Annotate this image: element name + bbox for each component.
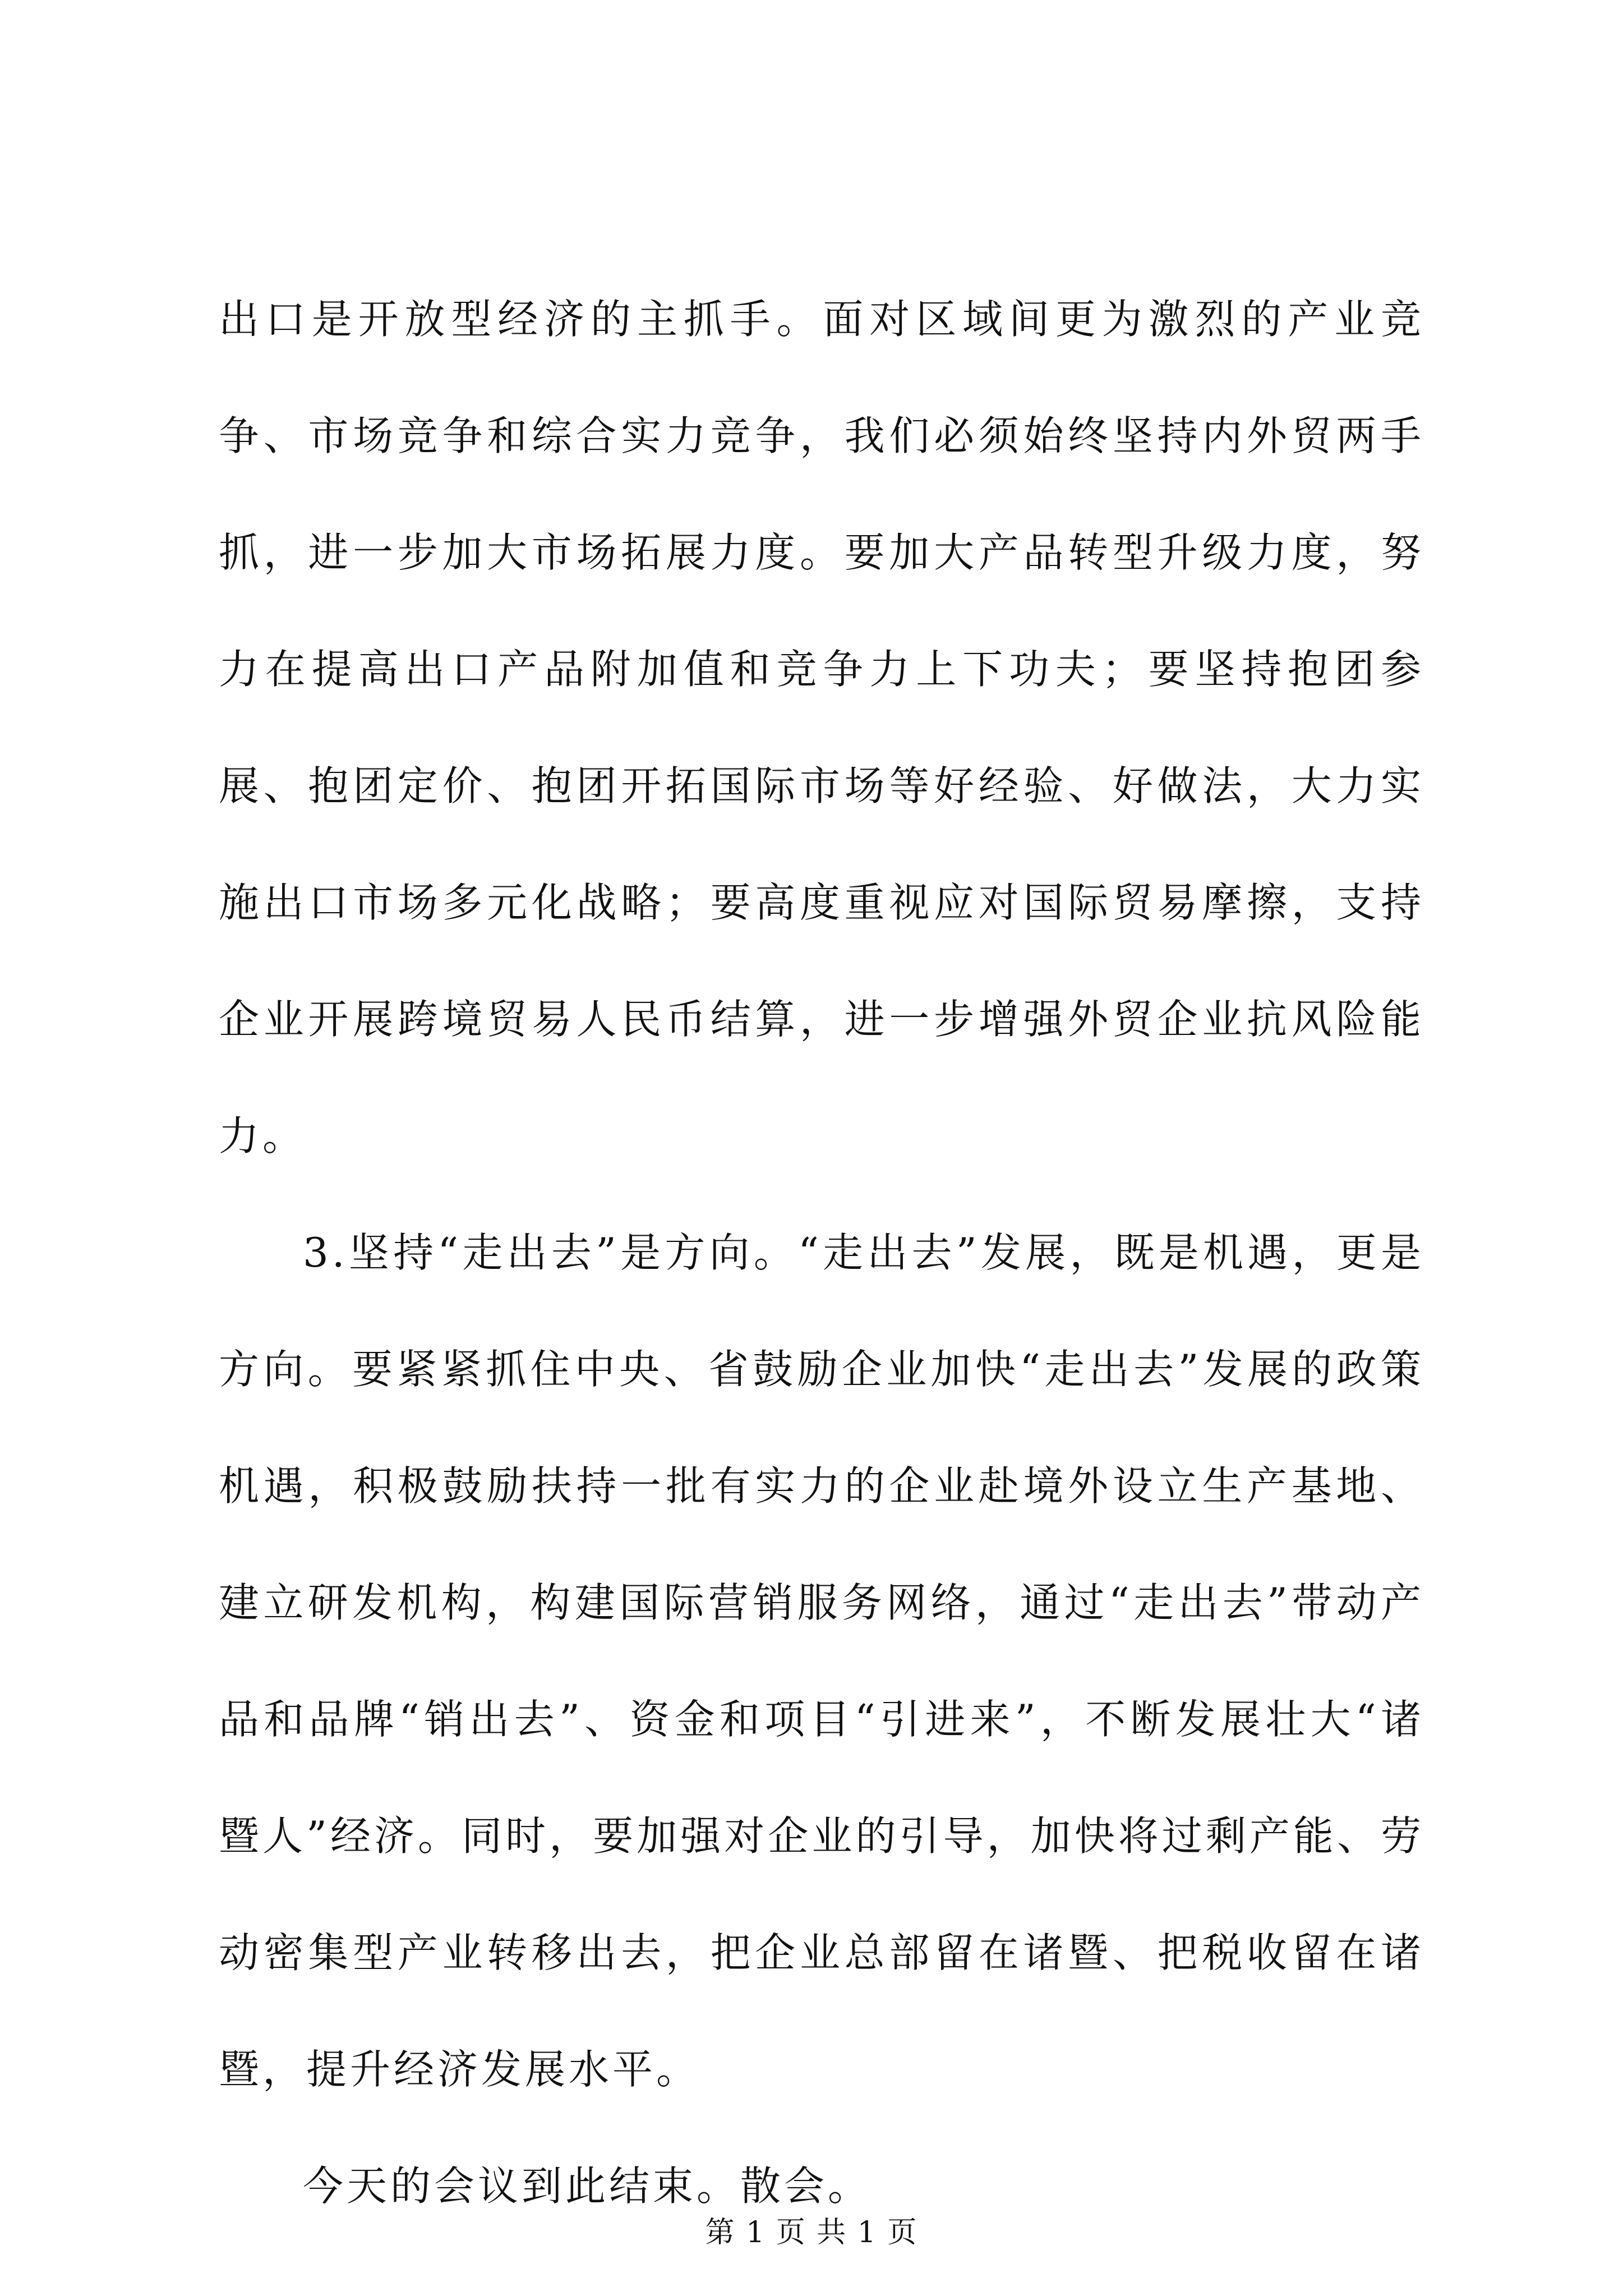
paragraph-going-global: 3.坚持“走出去”是方向。“走出去”发展，既是机遇，更是方向。要紧紧抓住中央、省鼓励企业加快“走出去”发展的政策机遇，积极鼓励扶持一批有实力的企业赴境外设立生产基地、建立研发机构，构建国际营销服务网络，通过“走出去”带动产品和品牌“销出去”、资金和项目“引进来”，不断发展壮大“诸暨人”经济。同时，要加强对企业的引导，加快将过剩产能、劳动密集型产业转移出去，把企业总部留在诸暨、把税收留在诸暨，提升经济发展水平。: [219, 1229, 1424, 2093]
page-footer: 第 1 页 共 1 页: [705, 2216, 918, 2249]
document-body: [219, 261, 1424, 2244]
paragraph-export: 出口是开放型经济的主抓手。面对区域间更为激烈的产业竞争、市场竞争和综合实力竞争，我们必须始终坚持内外贸两手抓，进一步加大市场拓展力度。要加大产品转型升级力度，努力在提高出口产品附加值和竞争力上下功夫；要坚持抱团参展、抱团定价、抱团开拓国际市场等好经验、好做法，大力实施出口市场多元化战略；要高度重视应对国际贸易摩擦，支持企业开展跨境贸易人民币结算，进一步增强外贸企业抗风险能力。: [219, 296, 1424, 1159]
paragraph-closing: 今天的会议到此结束。散会。: [303, 2162, 872, 2210]
